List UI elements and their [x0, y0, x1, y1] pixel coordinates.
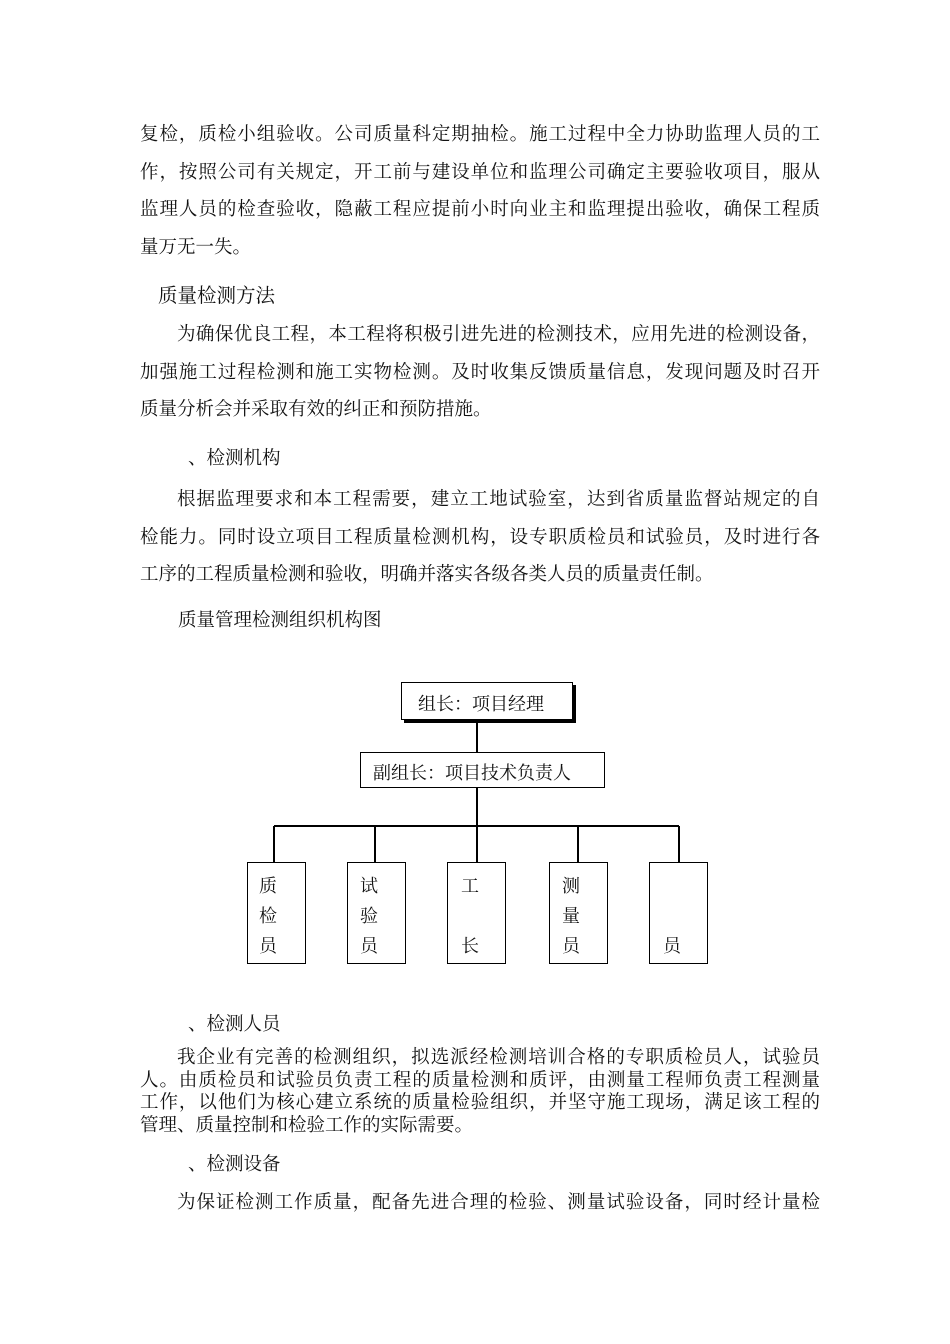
org-box-tester — [347, 862, 406, 964]
chart-caption: 质量管理检测组织机构图 — [178, 610, 382, 631]
org-box-char: 工 — [461, 876, 479, 897]
org-box-char: 量 — [562, 906, 580, 927]
org-box-label: 副组长：项目技术负责人 — [373, 763, 571, 784]
org-box-char: 测 — [562, 876, 580, 897]
paragraph-line: 复检，质检小组验收。公司质量科定期抽检。施工过程中全力协助监理人员的工 — [140, 124, 820, 145]
org-box-char: 员 — [663, 936, 681, 957]
subsection-title-personnel: 、检测人员 — [188, 1014, 281, 1035]
paragraph-line: 人。由质检员和试验员负责工程的质量检测和质评，由测量工程师负责工程测量 — [140, 1069, 820, 1091]
equipment-paragraph — [140, 1184, 820, 1222]
paragraph-line: 管理、质量控制和检验工作的实际需要。 — [140, 1114, 474, 1136]
org-box-quality-inspector — [247, 862, 306, 964]
paragraph-line: 根据监理要求和本工程需要，建立工地试验室，达到省质量监督站规定的自 — [177, 489, 820, 510]
org-box-leader — [401, 682, 573, 720]
org-box-char: 验 — [360, 906, 378, 927]
org-box-label: 组长：项目经理 — [418, 694, 544, 715]
subsection-title-equipment: 、检测设备 — [188, 1154, 281, 1175]
paragraph-line: 监理人员的检查验收，隐蔽工程应提前小时向业主和监理提出验收，确保工程质 — [140, 199, 820, 220]
paragraph-line: 为保证检测工作质量，配备先进合理的检验、测量试验设备，同时经计量检 — [177, 1192, 820, 1213]
org-box-char: 检 — [259, 906, 277, 927]
org-box-foreman — [447, 862, 506, 964]
subsection-title-agency: 、检测机构 — [188, 448, 281, 469]
paragraph-line: 检能力。同时设立项目工程质量检测机构，设专职质检员和试验员，及时进行各 — [140, 526, 820, 548]
personnel-paragraph — [140, 1047, 820, 1137]
section-title: 质量检测方法 — [158, 284, 276, 307]
org-box-char: 员 — [259, 936, 277, 957]
paragraph-line: 加强施工过程检测和施工实物检测。及时收集反馈质量信息，发现问题及时召开 — [140, 361, 820, 383]
org-box-char: 长 — [461, 936, 479, 957]
paragraph-line: 为确保优良工程，本工程将积极引进先进的检测技术，应用先进的检测设备， — [177, 324, 820, 345]
paragraph-line: 量万无一失。 — [140, 236, 252, 258]
org-box-deputy — [360, 752, 605, 788]
org-box-char: 质 — [259, 876, 277, 897]
org-box-char: 员 — [360, 936, 378, 957]
paragraph-line: 质量分析会并采取有效的纠正和预防措施。 — [140, 399, 492, 420]
paragraph-line: 工序的工程质量检测和验收，明确并落实各级各类人员的质量责任制。 — [140, 564, 714, 585]
org-box-surveyor — [549, 862, 608, 964]
paragraph-line: 作，按照公司有关规定，开工前与建设单位和监理公司确定主要验收项目，服从 — [140, 161, 820, 183]
org-box-char: 员 — [562, 936, 580, 957]
paragraph-line: 我企业有完善的检测组织，拟选派经检测培训合格的专职质检员人，试验员 — [177, 1047, 820, 1068]
org-box-staff — [649, 862, 708, 964]
paragraph-line: 工作，以他们为核心建立系统的质量检验组织，并坚守施工现场，满足该工程的 — [140, 1092, 820, 1113]
org-box-char: 试 — [360, 876, 378, 897]
